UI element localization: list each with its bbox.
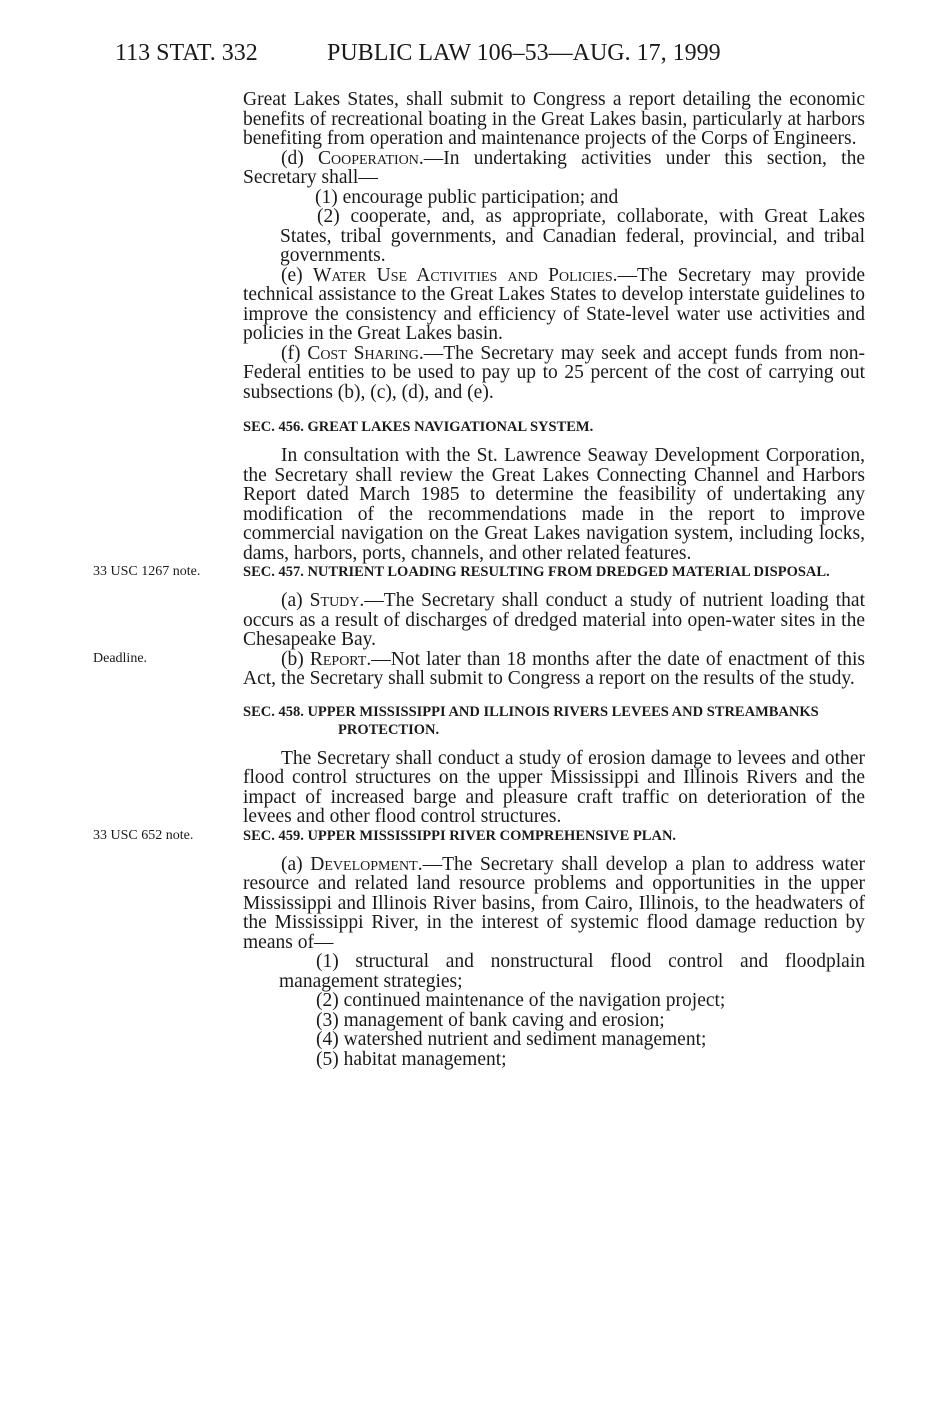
subsection-d-item-2: (2) cooperate, and, as appropriate, collaborate, with Great Lakes States, tribal governments, and Canadian federal, provincial, and tribal governments.	[280, 206, 865, 266]
list-item: (2) continued maintenance of the navigation project;	[316, 990, 726, 1011]
list-item: (4) watershed nutrient and sediment management;	[316, 1029, 707, 1050]
document-body	[93, 89, 865, 1070]
list-item: (1) structural and nonstructural flood control and floodplain management strategies;	[279, 951, 865, 992]
public-law-citation: PUBLIC LAW 106–53—AUG. 17, 1999	[327, 40, 721, 66]
subsection-e-heading: Water Use Activities and Policies	[312, 264, 613, 286]
section-459-a-heading: Development	[310, 853, 418, 875]
intro-paragraph: Great Lakes States, shall submit to Congress a report detailing the economic benefits of recreational boating in the Great Lakes basin, particularly at harbors benefiting from operation and maintenance projects of the Corps of Engineers.	[243, 89, 865, 149]
deadline-margin-note: Deadline.	[93, 650, 148, 666]
section-456-text: In consultation with the St. Lawrence Seaway Development Corporation, the Secretary shall review the Great Lakes Connecting Channel and Harbors Report dated March 1985 to determine the feasibility of undertaking any modification of the recommendations made in the report to improve commercial navigation on the Great Lakes navigation system, including locks, dams, harbors, ports, channels, and other related features.	[243, 445, 865, 564]
section-458-title: SEC. 458. UPPER MISSISSIPPI AND ILLINOIS RIVERS LEVEES AND STREAMBANKS PROTECTION.	[243, 703, 819, 738]
section-457	[93, 563, 865, 581]
section-457-a: (a) Study.—The Secretary shall conduct a study of nutrient loading that occurs as a result of discharges of dredged material into open-water sites in the Chesapeake Bay.	[243, 590, 865, 650]
subsection-d-item-1: (1) encourage public participation; and	[315, 186, 619, 208]
subsection-f: (f) Cost Sharing.—The Secretary may seek and accept funds from non-Federal entities to be used to pay up to 25 percent of the cost of carrying out subsections (b), (c), (d), and (e).	[243, 342, 865, 403]
section-457-b-heading: Report	[309, 648, 367, 670]
subsection-f-heading: Cost Sharing	[307, 342, 419, 364]
subsection-d-heading: Cooperation	[317, 147, 419, 169]
section-459-margin-note: 33 USC 652 note.	[93, 827, 194, 843]
section-459	[93, 827, 865, 845]
section-459-a: (a) Development.—The Secretary shall develop a plan to address water resource and related land resource problems and opportunities in the upper Mississippi and Illinois River basins, from Cairo, Illinois, to the headwaters of the Mississippi River, in the interest of systemic flood damage reduction by means of—	[243, 853, 865, 953]
section-459-list	[243, 952, 865, 1069]
section-458-text: The Secretary shall conduct a study of erosion damage to levees and other flood control structures on the upper Mississippi and Illinois Rivers and the impact of increased barge and pleasure craft traffic on deterioration of the levees and other flood control structures.	[243, 747, 865, 827]
section-457-b: (b) Report.—Not later than 18 months after the date of enactment of this Act, the Secretary shall submit to Congress a report on the results of the study.	[243, 648, 865, 689]
list-item: (3) management of bank caving and erosion;	[316, 1009, 665, 1031]
section-459-title: SEC. 459. UPPER MISSISSIPPI RIVER COMPREHENSIVE PLAN.	[243, 827, 677, 844]
subsection-e: (e) Water Use Activities and Policies.—The Secretary may provide technical assistance to the Great Lakes States to develop interstate guidelines to improve the consistency and efficiency of State-level water use activities and policies in the Great Lakes basin.	[243, 264, 865, 344]
section-457-a-heading: Study	[309, 590, 360, 611]
section-457-margin-note: 33 USC 1267 note.	[93, 564, 201, 579]
section-457-title: SEC. 457. NUTRIENT LOADING RESULTING FROM DREDGED MATERIAL DISPOSAL.	[243, 564, 830, 580]
page-header	[115, 40, 775, 76]
statute-page-number: 113 STAT. 332	[115, 40, 258, 66]
section-456-title: SEC. 456. GREAT LAKES NAVIGATIONAL SYSTEM.	[243, 419, 594, 435]
subsection-d: (d) Cooperation.—In undertaking activities under this section, the Secretary shall—	[243, 147, 865, 188]
list-item: (5) habitat management;	[316, 1048, 507, 1070]
